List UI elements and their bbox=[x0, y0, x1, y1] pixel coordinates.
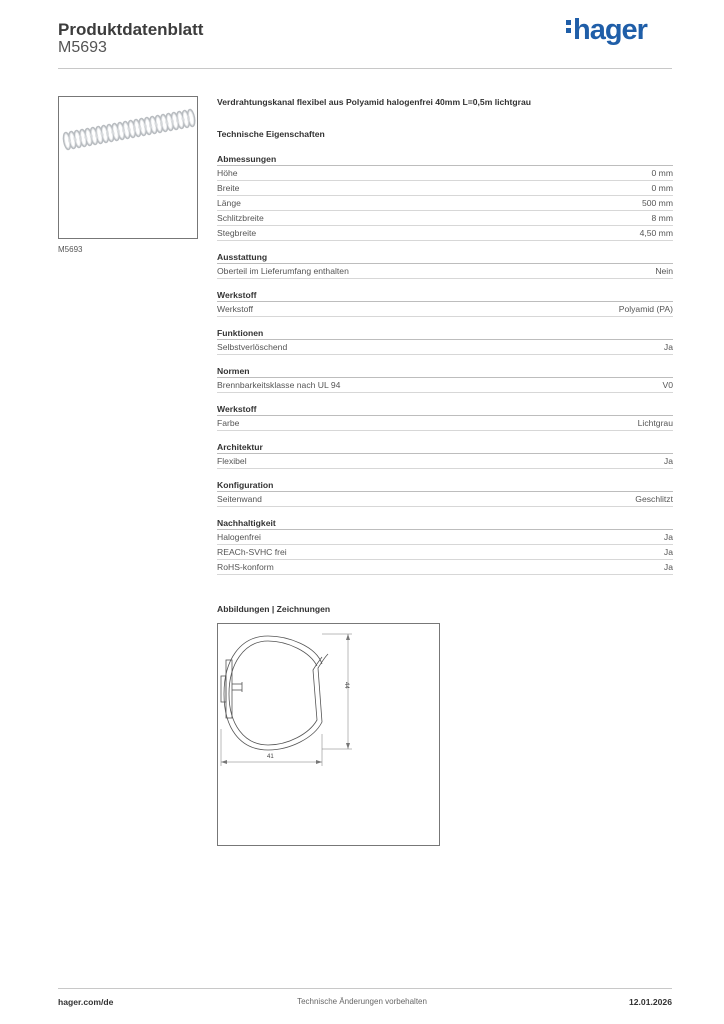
property-group bbox=[217, 251, 673, 279]
property-row bbox=[217, 545, 673, 560]
property-group-title: Funktionen bbox=[217, 327, 673, 340]
property-value: Ja bbox=[663, 456, 673, 466]
footer-website-link[interactable]: hager.com/de bbox=[58, 997, 114, 1007]
property-value: Ja bbox=[663, 532, 673, 542]
logo-dots-icon bbox=[566, 17, 571, 36]
drawings-title: Abbildungen | Zeichnungen bbox=[217, 604, 331, 614]
property-label: Länge bbox=[217, 198, 241, 208]
property-label: Breite bbox=[217, 183, 240, 193]
property-group-title: Normen bbox=[217, 365, 673, 378]
property-label: Flexibel bbox=[217, 456, 247, 466]
hager-logo bbox=[566, 14, 647, 47]
technical-properties-title: Technische Eigenschaften bbox=[217, 129, 325, 139]
property-group-title: Konfiguration bbox=[217, 479, 673, 492]
dimension-width-label: 41 bbox=[267, 754, 274, 760]
product-description: Verdrahtungskanal flexibel aus Polyamid halogenfrei 40mm L=0,5m lichtgrau bbox=[217, 97, 532, 107]
property-group bbox=[217, 517, 673, 575]
property-label: Brennbarkeitsklasse nach UL 94 bbox=[217, 380, 341, 390]
property-value: Ja bbox=[663, 562, 673, 572]
property-value: 8 mm bbox=[651, 213, 673, 223]
footer-divider bbox=[58, 988, 672, 989]
product-details bbox=[217, 97, 673, 575]
property-label: Selbstverlöschend bbox=[217, 342, 288, 352]
spiral-conduit-icon bbox=[59, 97, 197, 238]
property-group-title: Ausstattung bbox=[217, 251, 673, 264]
property-group-title: Nachhaltigkeit bbox=[217, 517, 673, 530]
property-label: Stegbreite bbox=[217, 228, 257, 238]
property-value: Lichtgrau bbox=[637, 418, 673, 428]
article-number: M5693 bbox=[58, 39, 107, 56]
property-group bbox=[217, 479, 673, 507]
property-row bbox=[217, 340, 673, 355]
property-row bbox=[217, 264, 673, 279]
product-image bbox=[58, 96, 198, 239]
footer-date: 12.01.2026 bbox=[628, 997, 672, 1007]
property-groups bbox=[217, 153, 673, 575]
property-group-title: Werkstoff bbox=[217, 403, 673, 416]
header-divider bbox=[58, 68, 672, 69]
property-label: RoHS-konform bbox=[217, 562, 274, 572]
property-value: Ja bbox=[663, 342, 673, 352]
property-row bbox=[217, 226, 673, 241]
property-value: Nein bbox=[655, 266, 673, 276]
property-group bbox=[217, 365, 673, 393]
property-value: 0 mm bbox=[651, 168, 673, 178]
property-label: Farbe bbox=[217, 418, 240, 428]
property-group-title: Werkstoff bbox=[217, 289, 673, 302]
property-value: Ja bbox=[663, 547, 673, 557]
property-value: Polyamid (PA) bbox=[618, 304, 673, 314]
dimension-height-label: 44 bbox=[343, 682, 349, 689]
property-row bbox=[217, 302, 673, 317]
footer-note: Technische Änderungen vorbehalten bbox=[297, 997, 427, 1006]
property-label: Halogenfrei bbox=[217, 532, 261, 542]
property-label: Seitenwand bbox=[217, 494, 262, 504]
property-value: V0 bbox=[662, 380, 673, 390]
property-group bbox=[217, 403, 673, 431]
property-value: 4,50 mm bbox=[639, 228, 673, 238]
property-row bbox=[217, 492, 673, 507]
property-label: Werkstoff bbox=[217, 304, 253, 314]
property-label: REACh-SVHC frei bbox=[217, 547, 287, 557]
product-image-caption: M5693 bbox=[58, 245, 83, 254]
property-label: Höhe bbox=[217, 168, 238, 178]
logo-text: hager bbox=[573, 14, 647, 46]
property-label: Schlitzbreite bbox=[217, 213, 264, 223]
property-row bbox=[217, 416, 673, 431]
property-group-title: Architektur bbox=[217, 441, 673, 454]
property-group bbox=[217, 327, 673, 355]
property-row bbox=[217, 166, 673, 181]
property-group bbox=[217, 289, 673, 317]
property-row bbox=[217, 530, 673, 545]
property-row bbox=[217, 196, 673, 211]
property-row bbox=[217, 211, 673, 226]
property-group bbox=[217, 153, 673, 241]
property-label: Oberteil im Lieferumfang enthalten bbox=[217, 266, 349, 276]
property-row bbox=[217, 454, 673, 469]
page-title: Produktdatenblatt bbox=[58, 20, 204, 39]
property-group-title: Abmessungen bbox=[217, 153, 673, 166]
property-value: 500 mm bbox=[641, 198, 673, 208]
property-row bbox=[217, 181, 673, 196]
property-group bbox=[217, 441, 673, 469]
cross-section-drawing bbox=[218, 624, 439, 845]
property-value: Geschlitzt bbox=[635, 494, 673, 504]
property-row bbox=[217, 560, 673, 575]
property-value: 0 mm bbox=[651, 183, 673, 193]
property-row bbox=[217, 378, 673, 393]
technical-drawing bbox=[217, 623, 440, 846]
